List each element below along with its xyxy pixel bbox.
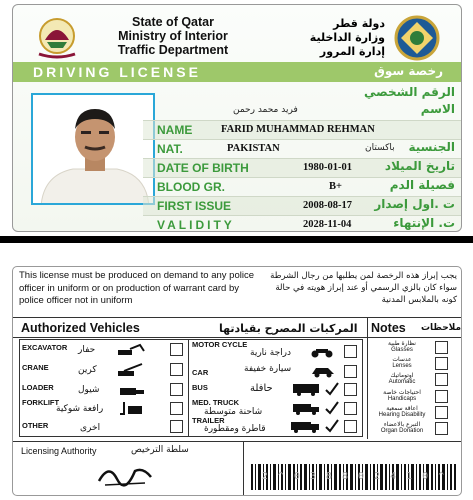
name-value: FARID MUHAMMAD REHMAN [221,124,375,135]
trailer-icon [290,420,320,433]
note-handicaps: احتياجات خاصة Handicaps [383,389,421,402]
vehicle-trailer-label: TRAILER [192,416,225,425]
first-issue-label-ar: ت .اول إصدار [374,197,455,211]
name-ar-label: الاسم [420,102,455,116]
rule [367,317,368,439]
vehicle-forklift-label: FORKLIFT [22,398,60,407]
qatar-emblem-logo [33,16,81,60]
medium-truck-checkbox[interactable] [344,402,357,415]
authorized-vehicles-heading: Authorized Vehicles [21,321,140,335]
rule [13,337,462,338]
license-front [12,4,462,232]
vehicle-bus-label: BUS [192,383,208,392]
car-icon [310,365,336,378]
check-icon [324,418,340,434]
first-issue-row [143,197,462,216]
vehicles-panel [19,339,363,437]
nationality-value: PAKISTAN [227,143,280,154]
automatic-checkbox[interactable] [435,373,448,386]
excavator-icon [116,343,146,357]
licensing-authority-label-ar: سلطة الترخيص [131,445,189,455]
motorcycle-icon [310,345,334,358]
name-ar-row [143,102,462,121]
vehicle-other-label-ar: اخرى [80,423,101,433]
license-type-band [13,62,462,82]
blood-group-value: B+ [329,181,342,192]
truck-icon [292,402,320,415]
check-icon [324,381,340,397]
car-checkbox[interactable] [344,365,357,378]
license-type-ar: رخصة سوق [374,64,443,78]
nationality-row [143,140,462,159]
nationality-label: NAT. [157,142,183,156]
vehicle-loader-label: LOADER [22,383,54,392]
notice-ar: يجب إبراز هذه الرخصة لمن يطلبها من رجال الشرطة سواء كان بالزي الرسمي أو عند إبراز هويته في حالة كونه بالملابس المدنية [270,271,457,305]
loader-checkbox[interactable] [170,383,183,396]
lenses-checkbox[interactable] [435,357,448,370]
vehicle-medium-truck-label-ar: شاحنة متوسطة [204,407,263,417]
issuer-title-ar: دولة قطر وزارة الداخلية إدارة المرور [309,17,385,58]
signature-stamp-icon [95,459,155,489]
name-row [143,121,462,140]
gcc-emblem-logo [389,15,445,61]
nationality-value-ar: باكستان [365,143,395,153]
vehicle-crane [20,360,188,382]
blood-group-label-ar: فصيلة الدم [389,178,455,192]
vehicle-excavator-label: EXCAVATOR [22,343,68,352]
vehicle-car-label: CAR [192,368,209,377]
vehicle-trailer [190,416,362,438]
name-label: NAME [157,123,193,137]
blood-group-row [143,178,462,197]
vehicle-trailer-label-ar: قاطرة ومقطورة [204,424,266,434]
personal-number-label: الرقم الشخصي [364,85,455,99]
handicaps-checkbox[interactable] [435,390,448,403]
blood-group-label: BLOOD GR. [157,180,225,194]
bus-icon [292,383,320,396]
note-organ-donation: التبرع بالاعضاء Organ Donation [380,421,424,434]
licensing-authority-label: Licensing Authority [21,446,97,456]
bus-checkbox[interactable] [344,383,357,396]
validity-row [143,216,462,232]
first-issue-value: 2008-08-17 [303,200,352,211]
notes-heading-ar: ملاحظات [421,323,462,333]
dob-label: DATE OF BIRTH [157,161,249,175]
check-icon [324,400,340,416]
organ-donation-checkbox[interactable] [435,422,448,435]
other-checkbox[interactable] [170,420,183,433]
forklift-checkbox[interactable] [170,402,183,415]
vehicle-crane-label-ar: كرين [78,365,97,375]
vehicle-car-label-ar: سيارة خفيفة [244,364,292,374]
excavator-checkbox[interactable] [170,343,183,356]
vehicle-bus-label-ar: حافلة [250,383,273,394]
holder-photo [31,93,155,205]
rule [13,441,462,442]
rule [188,340,189,436]
notes-heading: Notes [371,321,406,335]
vehicle-excavator [20,340,188,362]
person-photo-icon [33,95,155,205]
vehicle-loader-label-ar: شيول [78,385,100,395]
license-type-en: DRIVING LICENSE [33,64,201,80]
forklift-icon [120,402,148,416]
vehicle-motorcycle-label-ar: دراجة نارية [250,348,292,358]
vehicle-forklift [20,398,188,420]
vehicle-forklift-label-ar: رافعة شوكية [56,404,104,414]
vehicle-motorcycle [190,340,362,362]
hearing-checkbox[interactable] [435,406,448,419]
barcode-number: 2 ^ 0 3 8 8 0 2 4 1 0 ^ [261,471,447,482]
issuer-title-en: State of Qatar Ministry of Interior Traffic Department [117,15,229,57]
vehicle-other [20,418,188,440]
trailer-checkbox[interactable] [344,420,357,433]
license-back [12,266,462,496]
validity-label-ar: ت. الإنتهاء [393,216,455,230]
note-automatic: اوتوماتيك Automatic [388,372,416,385]
glasses-checkbox[interactable] [435,341,448,354]
vehicle-crane-label: CRANE [22,363,49,372]
vehicle-medium-truck-label: MED. TRUCK [192,398,240,407]
validity-value: 2028-11-04 [303,219,352,230]
authorized-vehicles-heading-ar: المركبات المصرح بقيادتها [219,322,358,335]
dob-row [143,159,462,178]
vehicle-motorcycle-label: MOTOR CYCLE [192,340,248,349]
nationality-label-ar: الجنسية [408,140,455,154]
dob-value: 1980-01-01 [303,162,352,173]
vehicle-excavator-label-ar: حفار [78,345,96,355]
motorcycle-checkbox[interactable] [344,345,357,358]
section-divider [0,236,473,243]
loader-icon [116,383,146,397]
crane-icon [116,363,146,377]
crane-checkbox[interactable] [170,363,183,376]
rule [13,317,462,318]
note-lenses: عدسات Lenses [392,356,412,369]
vehicle-other-label: OTHER [22,421,49,430]
validity-label: VALIDITY [157,218,235,232]
note-glasses: نظارة طبية Glasses [388,340,416,353]
notice-block [13,267,462,315]
note-hearing: اعاقة سمعية Hearing Disability [378,405,426,418]
dob-label-ar: تاريخ الميلاد [384,159,455,173]
notice-en: This license must be produced on demand to any police officer in uniform or on production of warrant card by police officer not in uniform [19,270,254,306]
first-issue-label: FIRST ISSUE [157,199,232,213]
name-ar-value: فريد محمد رحمن [233,105,298,115]
rule [243,441,244,496]
